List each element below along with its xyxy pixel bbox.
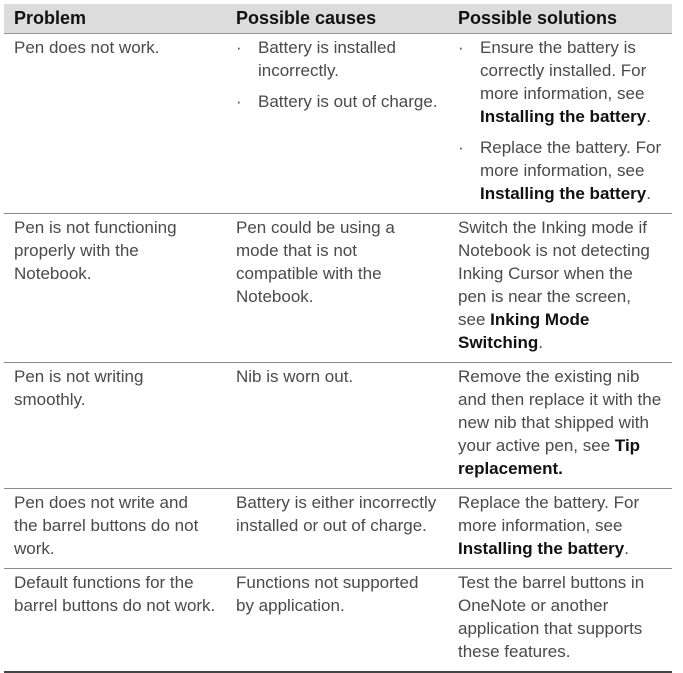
header-solutions: Possible solutions: [448, 4, 672, 34]
problem-cell: Pen is not writing smoothly.: [4, 363, 226, 489]
solution-text: Replace the battery. For more information, see: [480, 138, 662, 180]
table-row: [4, 34, 672, 214]
solutions-list: [458, 36, 662, 205]
header-causes: Possible causes: [226, 4, 448, 34]
table-row: [4, 569, 672, 673]
problem-cell: Pen does not work.: [4, 34, 226, 214]
list-item: [458, 36, 662, 128]
link-installing-battery[interactable]: Installing the battery: [458, 539, 625, 558]
solution-text: Replace the battery. For more information, see: [458, 493, 640, 535]
cause-cell: Battery is either incorrectly installed or out of charge.: [226, 489, 448, 569]
solution-text: Remove the existing nib and then replace it with the new nib that shipped with your active pen, see: [458, 367, 662, 455]
solution-cell: [448, 363, 672, 489]
list-item: · Battery is out of charge.: [236, 90, 438, 113]
solution-cell: [448, 489, 672, 569]
table-header: [4, 4, 672, 34]
problem-cell: Default functions for the barrel buttons do not work.: [4, 569, 226, 673]
list-item: · Battery is installed incorrectly.: [236, 36, 438, 82]
solution-text: Ensure the battery is correctly installed. For more information, see: [480, 38, 647, 103]
table-row: [4, 363, 672, 489]
troubleshooting-table: [4, 4, 672, 673]
solution-suffix: .: [646, 107, 651, 126]
problem-cell: Pen is not functioning properly with the Notebook.: [4, 214, 226, 363]
solution-cell: [448, 214, 672, 363]
cause-cell: Functions not supported by application.: [226, 569, 448, 673]
cause-cell: Nib is worn out.: [226, 363, 448, 489]
solution-cell: [448, 569, 672, 673]
solution-text: Switch the Inking mode if Notebook is not detecting Inking Cursor when the pen is near the screen, see: [458, 218, 650, 329]
table-row: [4, 489, 672, 569]
problem-cell: Pen does not write and the barrel buttons do not work.: [4, 489, 226, 569]
link-tip-replacement[interactable]: Tip replacement.: [458, 436, 641, 478]
causes-cell: [226, 34, 448, 214]
solution-suffix: .: [624, 539, 629, 558]
link-installing-battery[interactable]: Installing the battery: [480, 184, 647, 203]
causes-list: [236, 36, 438, 113]
header-problem: Problem: [4, 4, 226, 34]
list-item: [458, 136, 662, 205]
header-row: [4, 4, 672, 34]
solution-suffix: .: [646, 184, 651, 203]
solution-text: Test the barrel buttons in OneNote or another application that supports these features.: [458, 573, 645, 661]
link-inking-mode-switching[interactable]: Inking Mode Switching: [458, 310, 590, 352]
table-body: [4, 34, 672, 673]
table-row: [4, 214, 672, 363]
solution-suffix: .: [538, 333, 544, 352]
link-installing-battery[interactable]: Installing the battery: [480, 107, 647, 126]
solutions-cell: [448, 34, 672, 214]
cause-cell: Pen could be using a mode that is not compatible with the Notebook.: [226, 214, 448, 363]
